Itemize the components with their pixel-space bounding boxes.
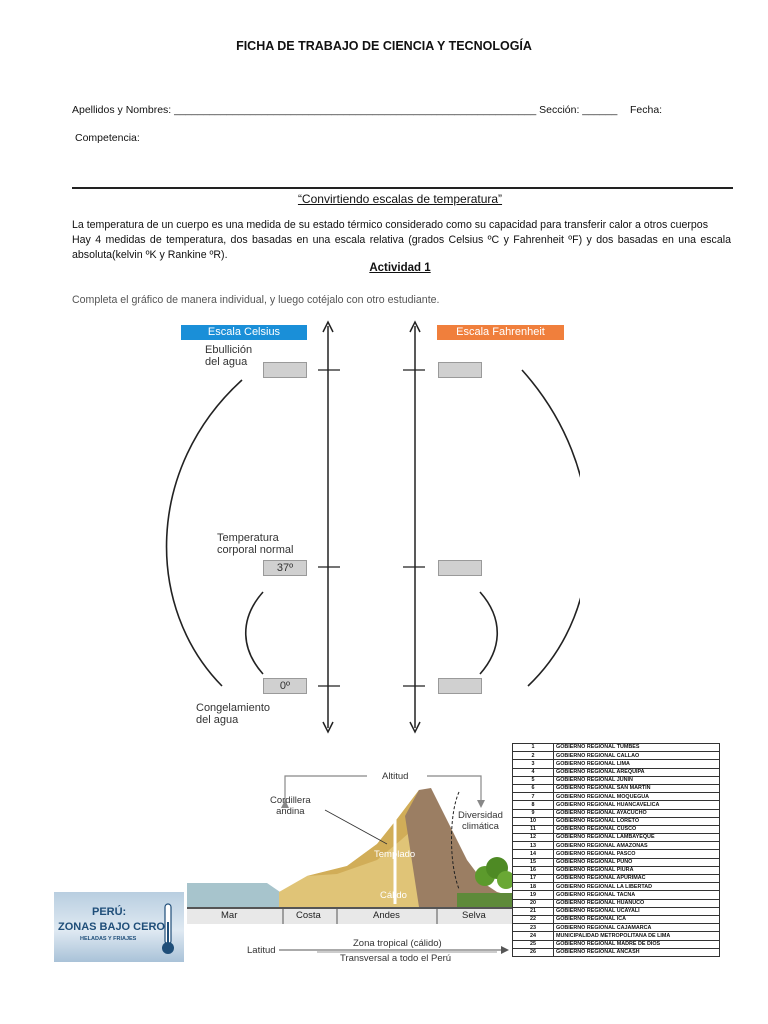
region-number: 22 xyxy=(513,915,554,923)
region-number: 21 xyxy=(513,907,554,915)
names-field-label: Apellidos y Nombres: ______________________________________________________________ Sección: ______ xyxy=(72,104,618,116)
regions-table xyxy=(512,743,720,957)
region-number: 24 xyxy=(513,932,554,940)
region-name: GOBIERNO REGIONAL SAN MARTIN xyxy=(554,784,720,792)
freezing-label: Congelamiento del agua xyxy=(196,702,270,726)
instruction-text: Completa el gráfico de manera individual, y luego cotéjalo con otro estudiante. xyxy=(72,294,440,306)
region-andes: Andes xyxy=(373,910,400,921)
climate-profile-illustration xyxy=(187,764,512,964)
tropical-zone-label: Zona tropical (cálido) xyxy=(353,938,442,949)
table-row xyxy=(513,801,720,809)
region-name: GOBIERNO REGIONAL APURIMAC xyxy=(554,875,720,883)
table-row xyxy=(513,768,720,776)
cordillera-label: Cordillera andina xyxy=(270,795,311,817)
region-name: GOBIERNO REGIONAL HUANUCO xyxy=(554,899,720,907)
celsius-boiling-box[interactable] xyxy=(263,362,307,378)
table-row xyxy=(513,809,720,817)
boiling-label: Ebullición del agua xyxy=(205,344,253,368)
celsius-small-bracket xyxy=(246,592,263,674)
region-number: 19 xyxy=(513,891,554,899)
region-number: 16 xyxy=(513,866,554,874)
region-name: GOBIERNO REGIONAL AREQUIPA xyxy=(554,768,720,776)
table-row xyxy=(513,793,720,801)
region-number: 12 xyxy=(513,834,554,842)
table-row xyxy=(513,891,720,899)
region-name: GOBIERNO REGIONAL PUNO xyxy=(554,858,720,866)
thermometer-icon xyxy=(158,900,178,958)
region-name: GOBIERNO REGIONAL MADRE DE DIOS xyxy=(554,940,720,948)
fahrenheit-body-box[interactable] xyxy=(438,560,482,576)
paragraph-2: Hay 4 medidas de temperatura, dos basadas en una escala relativa (grados Celsius ºC y Fahrenheit ºF) y dos basadas en una escala absoluta(kelvin ºK y Rankine ºR). xyxy=(72,234,731,261)
table-row xyxy=(513,883,720,891)
sea-area xyxy=(187,883,283,907)
table-row xyxy=(513,817,720,825)
region-number: 15 xyxy=(513,858,554,866)
region-name: GOBIERNO REGIONAL ICA xyxy=(554,915,720,923)
table-row xyxy=(513,842,720,850)
region-name: MUNICIPALIDAD METROPOLITANA DE LIMA xyxy=(554,932,720,940)
region-name: GOBIERNO REGIONAL CALLAO xyxy=(554,752,720,760)
fahrenheit-scale-tag: Escala Fahrenheit xyxy=(437,325,564,340)
table-row xyxy=(513,784,720,792)
fahrenheit-range-bracket xyxy=(522,370,580,686)
celsius-body-box[interactable]: 37º xyxy=(263,560,307,576)
activity-title: Actividad 1 xyxy=(369,262,431,274)
region-name: GOBIERNO REGIONAL CAJAMARCA xyxy=(554,924,720,932)
section-divider xyxy=(72,187,733,189)
region-jungle: Selva xyxy=(462,910,486,921)
table-row xyxy=(513,760,720,768)
region-name: GOBIERNO REGIONAL PIURA xyxy=(554,866,720,874)
table-row xyxy=(513,932,720,940)
temperate-label: Templado xyxy=(374,849,416,860)
altitude-label: Altitud xyxy=(382,771,409,782)
transversal-label: Transversal a todo el Perú xyxy=(340,953,452,964)
table-row xyxy=(513,850,720,858)
region-name: GOBIERNO REGIONAL LA LIBERTAD xyxy=(554,883,720,891)
region-name: GOBIERNO REGIONAL MOQUEGUA xyxy=(554,793,720,801)
region-number: 6 xyxy=(513,784,554,792)
table-row xyxy=(513,752,720,760)
zonas-bajo-cero-banner xyxy=(54,892,184,962)
region-name: GOBIERNO REGIONAL AYACUCHO xyxy=(554,809,720,817)
region-sea: Mar xyxy=(221,910,238,921)
table-row xyxy=(513,858,720,866)
page-title: FICHA DE TRABAJO DE CIENCIA Y TECNOLOGÍA xyxy=(236,39,532,53)
cold-label: Frío xyxy=(385,804,402,815)
region-name: GOBIERNO REGIONAL PASCO xyxy=(554,850,720,858)
latitude-label: Latitud xyxy=(247,945,276,956)
region-number: 18 xyxy=(513,883,554,891)
region-number: 3 xyxy=(513,760,554,768)
region-number: 17 xyxy=(513,875,554,883)
region-name: GOBIERNO REGIONAL ANCASH xyxy=(554,948,720,956)
region-number: 20 xyxy=(513,899,554,907)
fahrenheit-boiling-box[interactable] xyxy=(438,362,482,378)
region-number: 25 xyxy=(513,940,554,948)
paragraph-1: La temperatura de un cuerpo es una medida de su estado térmico considerado como su capacidad para transferir calor a otros cuerpos xyxy=(72,219,708,231)
region-number: 5 xyxy=(513,776,554,784)
region-name: GOBIERNO REGIONAL HUANCAVELICA xyxy=(554,801,720,809)
table-row xyxy=(513,940,720,948)
table-row xyxy=(513,899,720,907)
region-number: 8 xyxy=(513,801,554,809)
region-coast: Costa xyxy=(296,910,321,921)
section-title: “Convirtiendo escalas de temperatura” xyxy=(297,192,503,206)
region-name: GOBIERNO REGIONAL CUSCO xyxy=(554,825,720,833)
region-number: 13 xyxy=(513,842,554,850)
table-row xyxy=(513,825,720,833)
region-name: GOBIERNO REGIONAL AMAZONAS xyxy=(554,842,720,850)
table-row xyxy=(513,948,720,956)
region-number: 4 xyxy=(513,768,554,776)
table-row xyxy=(513,915,720,923)
region-number: 7 xyxy=(513,793,554,801)
region-number: 2 xyxy=(513,752,554,760)
body-temperature-label: Temperatura corporal normal xyxy=(217,532,294,556)
banner-title-line1: PERÚ: xyxy=(92,906,127,918)
region-name: GOBIERNO REGIONAL TUMBES xyxy=(554,744,720,752)
region-number: 26 xyxy=(513,948,554,956)
banner-title-line2: ZONAS BAJO CERO xyxy=(58,921,165,933)
table-row xyxy=(513,866,720,874)
fahrenheit-freezing-box[interactable] xyxy=(438,678,482,694)
region-number: 23 xyxy=(513,924,554,932)
competence-label: Competencia: xyxy=(75,132,140,144)
climate-diversity-label: Diversidad climática xyxy=(458,810,503,832)
region-name: GOBIERNO REGIONAL LORETO xyxy=(554,817,720,825)
scale-diagram xyxy=(160,318,580,738)
region-number: 1 xyxy=(513,744,554,752)
celsius-scale-tag: Escala Celsius xyxy=(181,325,307,340)
celsius-freezing-box[interactable]: 0º xyxy=(263,678,307,694)
date-label: Fecha: xyxy=(630,104,663,116)
fahrenheit-small-bracket xyxy=(480,592,497,674)
warm-label: Cálido xyxy=(380,890,407,901)
region-number: 9 xyxy=(513,809,554,817)
region-name: GOBIERNO REGIONAL LIMA xyxy=(554,760,720,768)
table-row xyxy=(513,907,720,915)
table-row xyxy=(513,834,720,842)
table-row xyxy=(513,924,720,932)
region-number: 14 xyxy=(513,850,554,858)
region-name: GOBIERNO REGIONAL JUNIN xyxy=(554,776,720,784)
table-row xyxy=(513,875,720,883)
table-row xyxy=(513,776,720,784)
region-name: GOBIERNO REGIONAL UCAYALI xyxy=(554,907,720,915)
region-number: 10 xyxy=(513,817,554,825)
table-row xyxy=(513,744,720,752)
region-name: GOBIERNO REGIONAL LAMBAYEQUE xyxy=(554,834,720,842)
region-name: GOBIERNO REGIONAL TACNA xyxy=(554,891,720,899)
banner-subtitle: HELADAS Y FRIAJES xyxy=(80,936,137,942)
region-number: 11 xyxy=(513,825,554,833)
